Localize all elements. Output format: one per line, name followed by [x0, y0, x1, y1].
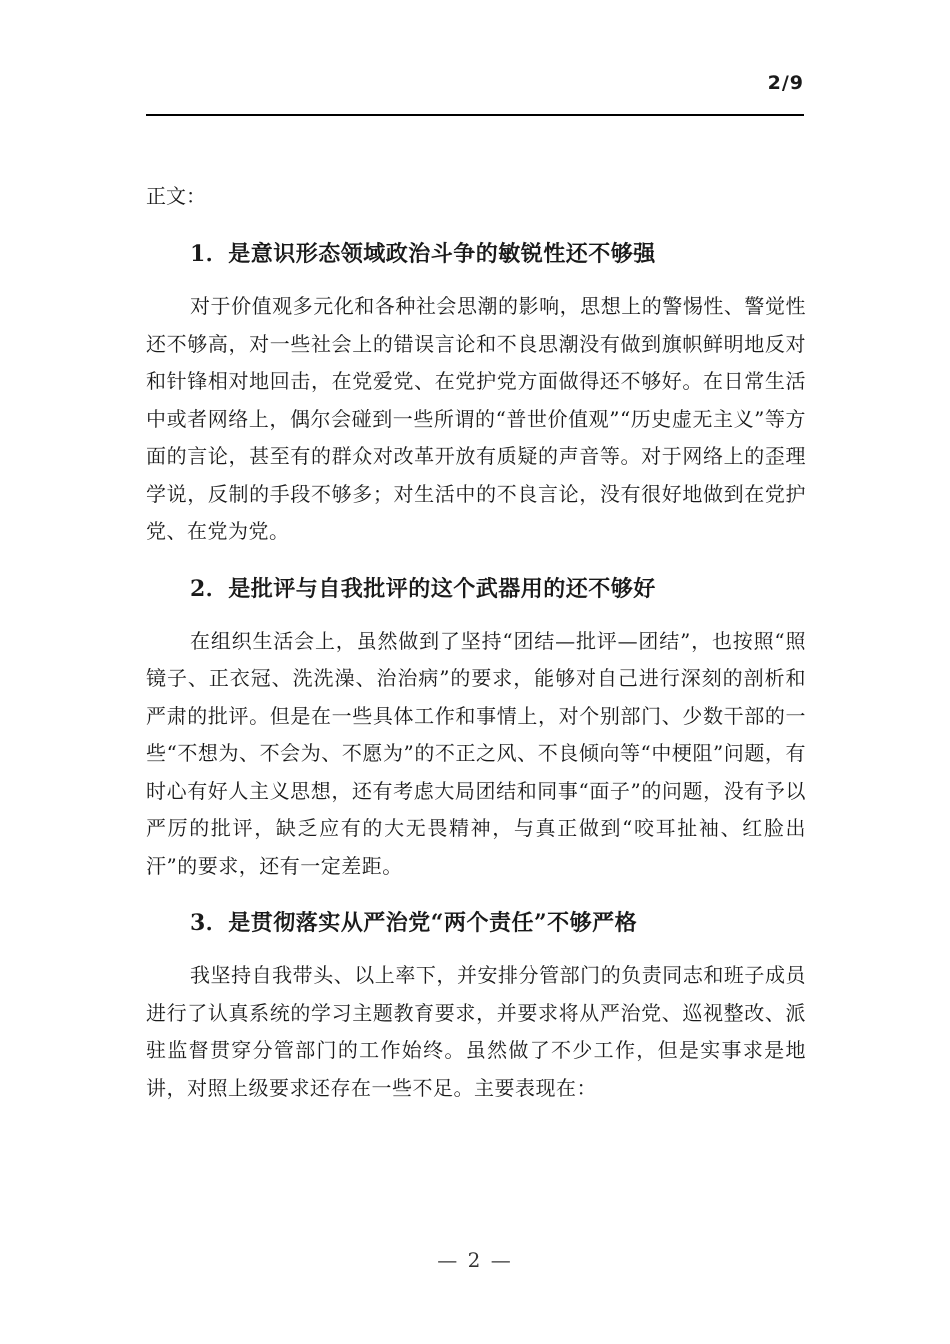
section-2-title: 2．是批评与自我批评的这个武器用的还不够好 [190, 575, 656, 602]
section-3-title: 3．是贯彻落实从严治党“两个责任”不够严格 [190, 910, 638, 936]
section-2-paragraph: 在组织生活会上，虽然做到了坚持“团结—批评—团结”，也按照“照镜子、正衣冠、洗洗澡、治治病”的要求，能够对自己进行深刻的剖析和严肃的批评。但是在一些具体工作和事情上，对个别部门、少数干部的一些“不想为、不会为、不愿为”的不正之风、不良倾向等“中梗阻”问题，有时心有好人主义思想，还有考虑大局团结和同事“面子”的问题，没有予以严厉的批评，缺乏应有的大无畏精神，与真正做到“咬耳扯袖、红脸出汗”的要求，还有一定差距。 [146, 628, 806, 878]
header-divider [146, 114, 804, 116]
page-indicator: 2/9 [767, 72, 804, 94]
section-1-title: 1．是意识形态领域政治斗争的敏锐性还不够强 [190, 241, 656, 267]
document-body [146, 178, 806, 1127]
body-label: 正文： [146, 184, 206, 208]
section-1-paragraph: 对于价值观多元化和各种社会思潮的影响，思想上的警惕性、警觉性还不够高，对一些社会上的错误言论和不良思潮没有做到旗帜鲜明地反对和针锋相对地回击，在党爱党、在党护党方面做得还不够好。在日常生活中或者网络上，偶尔会碰到一些所谓的“普世价值观”“历史虚无主义”等方面的言论，甚至有的群众对改革开放有质疑的声音等。对于网络上的歪理学说，反制的手段不够多；对生活中的不良言论，没有很好地做到在党护党、在党为党。 [146, 294, 806, 543]
section-3-paragraph: 我坚持自我带头、以上率下，并安排分管部门的负责同志和班子成员进行了认真系统的学习主题教育要求，并要求将从严治党、巡视整改、派驻监督贯穿分管部门的工作始终。虽然做了不少工作，但是实事求是地讲，对照上级要求还存在一些不足。主要表现在： [146, 963, 806, 1100]
page-number-footer: — 2 — [437, 1248, 513, 1272]
